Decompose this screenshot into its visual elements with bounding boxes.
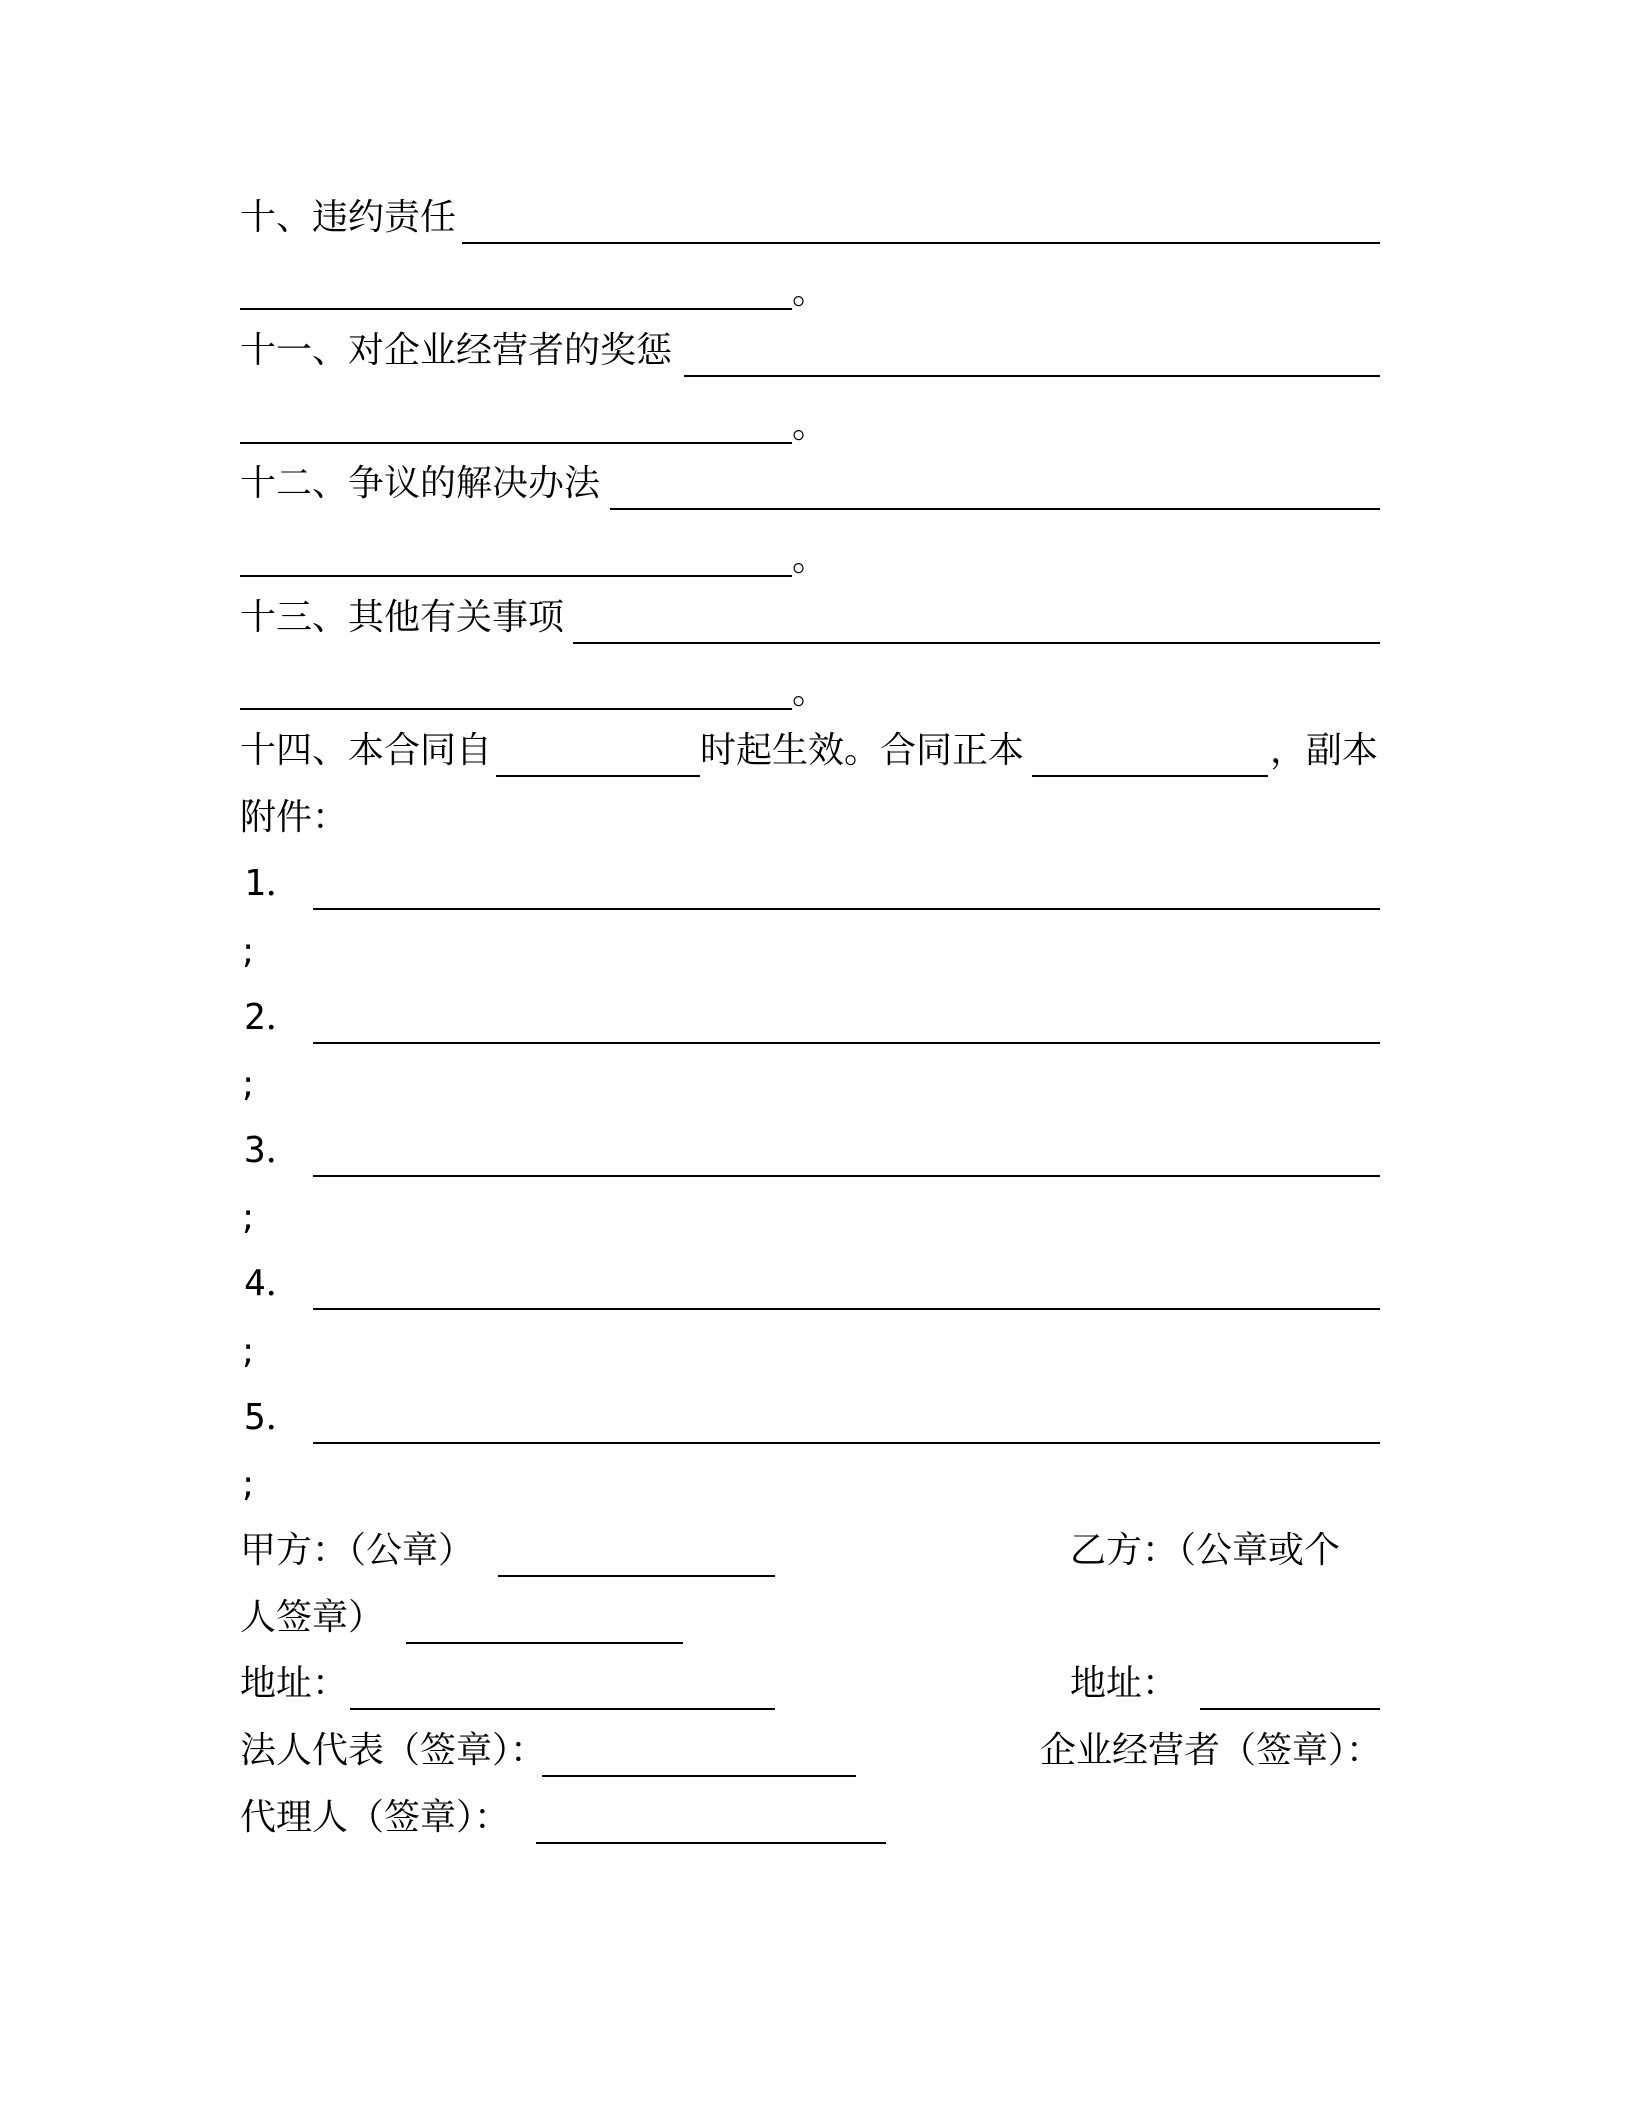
clause-12-blank-1[interactable] xyxy=(610,508,1380,510)
legal-representative-blank[interactable] xyxy=(542,1775,856,1777)
attachment-3-number: 3． xyxy=(244,1130,302,1171)
clause-12-blank-2[interactable] xyxy=(240,575,792,577)
attachment-2-end: ; xyxy=(242,1064,255,1105)
clause-12-label: 十二、争议的解决办法 xyxy=(240,463,601,504)
agent-blank[interactable] xyxy=(536,1842,886,1844)
party-a-seal-label: 甲方：（公章） xyxy=(240,1530,475,1571)
party-b-seal-label-cont: 人签章） xyxy=(240,1597,385,1638)
clause-13-blank-1[interactable] xyxy=(573,642,1380,644)
clause-14-effective-blank[interactable] xyxy=(496,775,700,777)
attachment-1-blank[interactable] xyxy=(313,908,1380,910)
clause-10-blank-2[interactable] xyxy=(240,308,792,310)
attachment-5-number: 5． xyxy=(244,1397,302,1438)
clause-10-blank-1[interactable] xyxy=(462,242,1380,244)
clause-14-original-blank[interactable] xyxy=(1032,775,1268,777)
attachment-4-blank[interactable] xyxy=(313,1308,1380,1310)
party-b-address-blank[interactable] xyxy=(1200,1708,1380,1710)
attachment-5-end: ; xyxy=(242,1464,255,1505)
clause-13-end: 。 xyxy=(792,671,829,712)
attachment-5-blank[interactable] xyxy=(313,1442,1380,1444)
party-b-seal-label: 乙方：（公章或个 xyxy=(1070,1530,1341,1571)
enterprise-manager-label: 企业经营者（签章）： xyxy=(1040,1730,1383,1771)
attachment-3-blank[interactable] xyxy=(313,1175,1380,1177)
clause-10-end: 。 xyxy=(792,271,829,312)
clause-13-blank-2[interactable] xyxy=(240,708,792,710)
clause-11-end: 。 xyxy=(792,405,829,446)
party-b-seal-blank[interactable] xyxy=(406,1642,683,1644)
clause-11-blank-2[interactable] xyxy=(240,442,792,444)
legal-representative-label: 法人代表（签章）： xyxy=(240,1730,547,1771)
party-a-seal-blank[interactable] xyxy=(498,1575,775,1577)
attachment-3-end: ; xyxy=(242,1197,255,1238)
clause-14-part3: ，副本 xyxy=(1270,730,1379,771)
attachments-title: 附件： xyxy=(240,797,349,838)
attachment-4-number: 4． xyxy=(244,1263,302,1304)
party-a-address-label: 地址： xyxy=(240,1663,349,1704)
clause-14-part1: 十四、本合同自 xyxy=(240,730,493,771)
clause-13-label: 十三、其他有关事项 xyxy=(240,597,565,638)
clause-12-end: 。 xyxy=(792,538,829,579)
attachment-2-blank[interactable] xyxy=(313,1042,1380,1044)
clause-11-label: 十一、对企业经营者的奖惩 xyxy=(240,330,673,371)
attachment-2-number: 2． xyxy=(244,997,302,1038)
attachment-4-end: ; xyxy=(242,1331,255,1372)
attachment-1-end: ; xyxy=(242,931,255,972)
clause-10-label: 十、违约责任 xyxy=(240,197,457,238)
party-b-address-label: 地址： xyxy=(1070,1663,1179,1704)
attachment-1-number: 1． xyxy=(244,863,302,904)
agent-label: 代理人（签章）： xyxy=(240,1797,511,1838)
clause-11-blank-1[interactable] xyxy=(684,375,1380,377)
clause-14-part2: 时起生效。合同正本 xyxy=(700,730,1025,771)
party-a-address-blank[interactable] xyxy=(350,1708,775,1710)
